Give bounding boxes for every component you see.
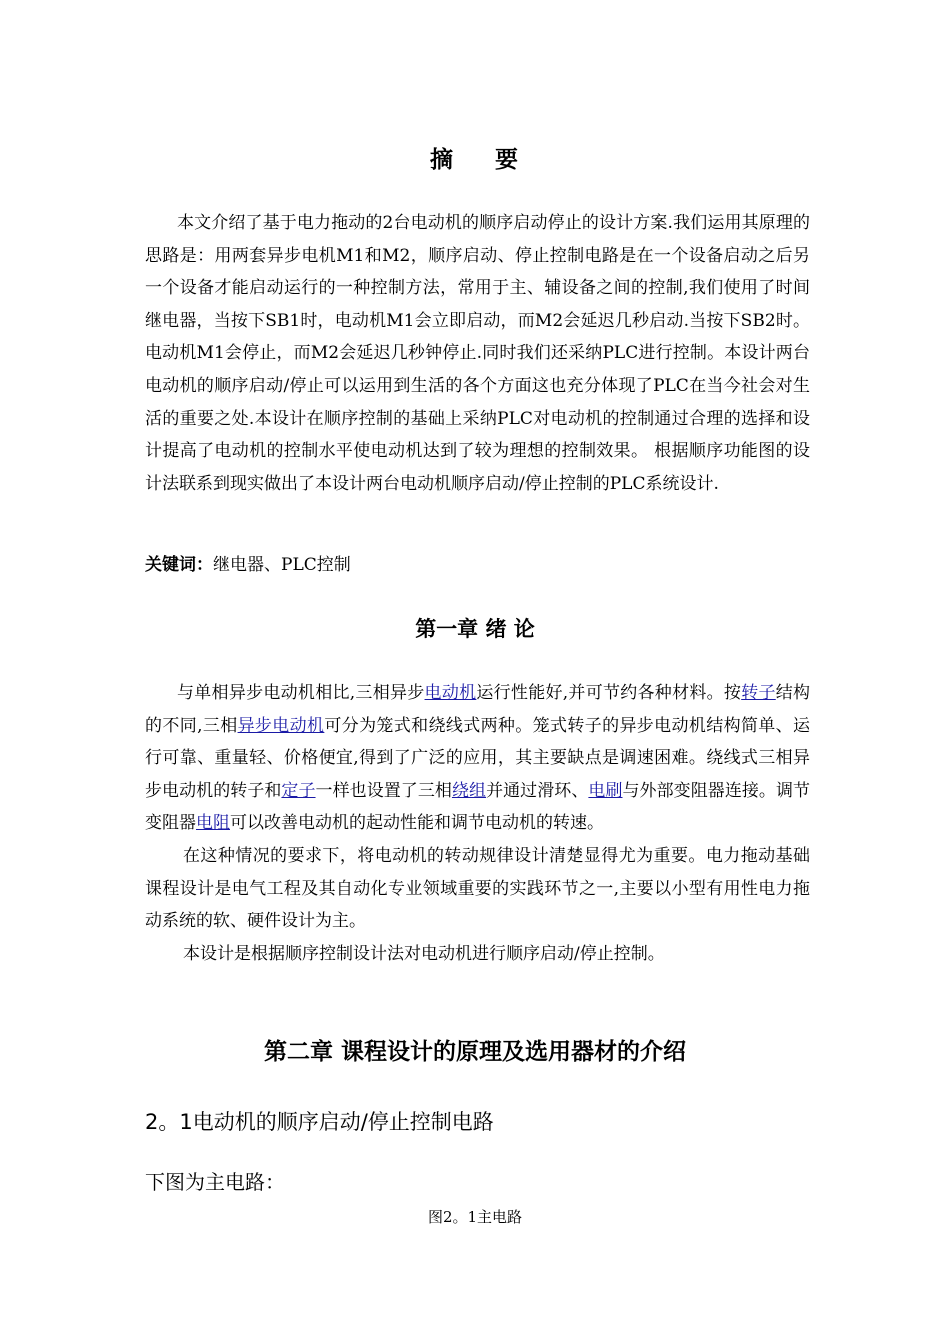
link-brush[interactable]: 电刷: [588, 780, 623, 801]
abstract-title-char-1: 摘: [430, 147, 455, 173]
keywords-value: 继电器、PLC控制: [213, 555, 351, 575]
chapter-1-paragraph-2: 在这种情况的要求下，将电动机的转动规律设计清楚显得尤为重要。电力拖动基础课程设计是电气工程及其自动化专业领域重要的实践环节之一,主要以小型有用性电力拖动系统的软、硬件设计为主。: [145, 845, 810, 932]
abstract-title: [0, 145, 950, 175]
figure-caption: 图2。1主电路: [427, 1208, 523, 1226]
link-async-motor[interactable]: 异步电动机: [237, 715, 325, 736]
chapter-1-body: [145, 677, 810, 970]
link-winding[interactable]: 绕组: [451, 780, 487, 801]
link-motor[interactable]: 电动机: [424, 683, 477, 703]
link-rotor[interactable]: 转子: [741, 683, 776, 703]
abstract-paragraph: 本文介绍了基于电力拖动的2台电动机的顺序启动停止的设计方案.我们运用其原理的思路是：用两套异步电机M1和M2，顺序启动、停止控制电路是在一个设备启动之后另一个设备才能启动运行的一种控制方法，常用于主、辅设备之间的控制,我们使用了时间继电器，当按下SB1时，电动机M1会立即启动，而M2会延迟几秒启动.当按下SB2时。电动机M1会停止，而M2会延迟几秒钟停止.同时我们还采纳PLC进行控制。本设计两台电动机的顺序启动/停止可以运用到生活的各个方面这也充分体现了PLC在当今社会对生活的重要之处.本设计在顺序控制的基础上采纳PLC对电动机的控制通过合理的选择和设计提高了电动机的控制水平使电动机达到了较为理想的控制效果。 根据顺序功能图的设计法联系到现实做出了本设计两台电动机顺序启动/停止控制的PLC系统设计.: [145, 213, 810, 494]
abstract-body: [145, 207, 810, 500]
section-2-1-title: 2。1电动机的顺序启动/停止控制电路: [145, 1110, 494, 1134]
chapter-1-paragraph-3: 本设计是根据顺序控制设计法对电动机进行顺序启动/停止控制。: [183, 943, 665, 964]
main-circuit-intro: 下图为主电路：: [145, 1170, 285, 1194]
abstract-title-char-2: 要: [495, 147, 520, 173]
chapter-2-title: 第二章 课程设计的原理及选用器材的介绍: [263, 1039, 686, 1065]
keywords-line: [145, 550, 351, 580]
link-resistance[interactable]: 电阻: [196, 813, 230, 834]
chapter-1-paragraph-1: 与单相异步电动机相比,三相异步电动机运行性能好,并可节约各种材料。按转子结构的不同,三相异步电动机可分为笼式和绕线式两种。笼式转子的异步电动机结构简单、运行可靠、重量轻、价格便宜,得到了广泛的应用，其主要缺点是调速困难。绕线式三相异步电动机的转子和定子一样也设置了三相绕组并通过滑环、电刷与外部变阻器连接。调节变阻器电阻可以改善电动机的起动性能和调节电动机的转速。: [145, 683, 811, 834]
link-stator[interactable]: 定子: [281, 780, 316, 801]
chapter-1-title: 第一章 绪 论: [415, 617, 535, 641]
keywords-label: 关键词：: [145, 555, 213, 575]
